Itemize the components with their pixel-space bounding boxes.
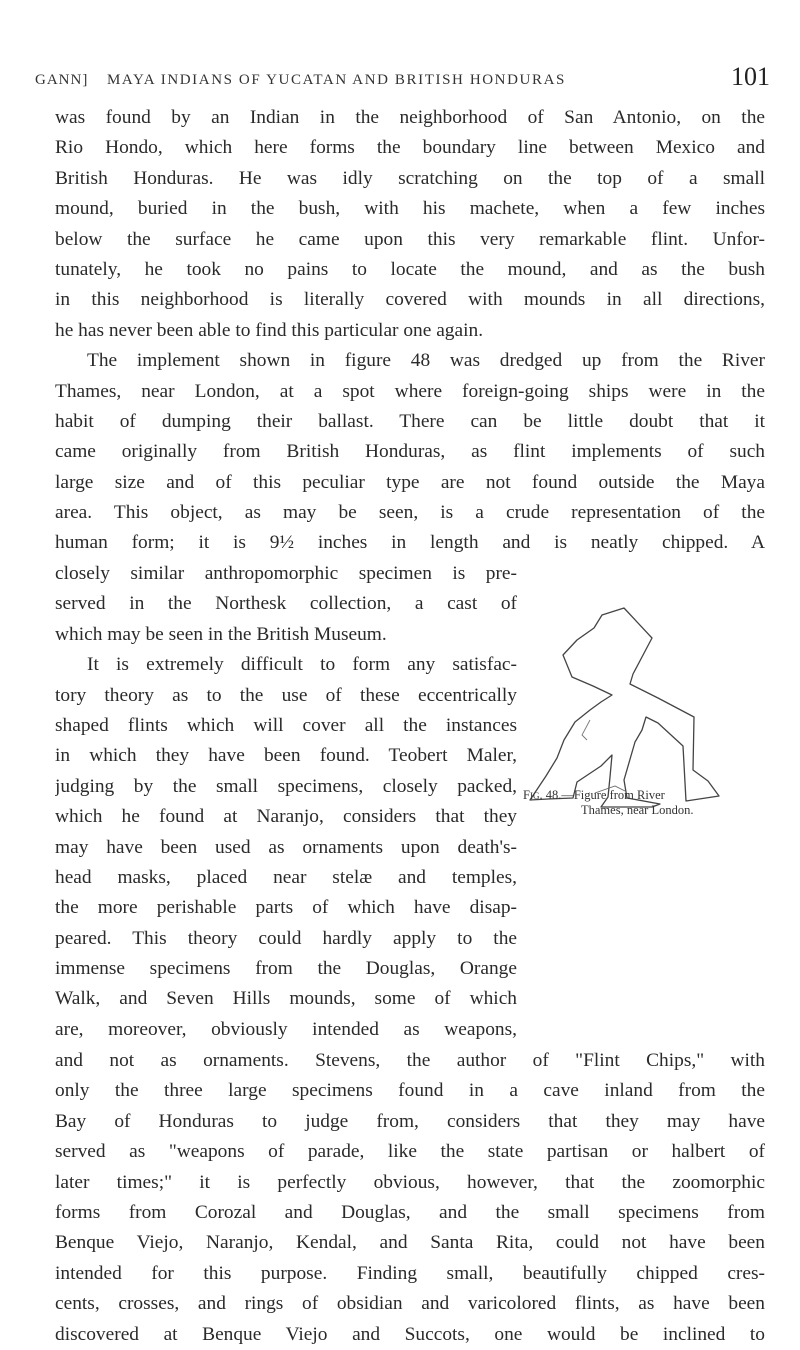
text-line: below the surface he came upon this very remarkable flint. Unfor- (55, 228, 765, 250)
figure-caption (523, 788, 768, 818)
text-line: Benque Viejo, Naranjo, Kendal, and Santa Rita, could not have been (55, 1232, 765, 1254)
text-line: he has never been able to find this particular one again. (55, 319, 484, 341)
text-line: in which they have been found. Teobert Maler, (55, 745, 517, 767)
text-line: only the three large specimens found in a cave inland from the (55, 1080, 765, 1102)
text-line: human form; it is 9½ inches in length and is neatly chipped. A (55, 532, 765, 554)
flint-outline (530, 608, 719, 807)
figure-label: Fig. 48. (523, 788, 562, 802)
running-header (35, 60, 770, 100)
header-title: MAYA INDIANS OF YUCATAN AND BRITISH HONDURAS (107, 72, 566, 88)
text-line: served as "weapons of parade, like the state partisan or halbert of (55, 1141, 765, 1163)
text-line: shaped flints which will cover all the instances (55, 714, 517, 736)
text-line: are, moreover, obviously intended as weapons, (55, 1018, 517, 1040)
text-line: the more perishable parts of which have disap- (55, 897, 517, 919)
text-line: closely similar anthropomorphic specimen is pre- (55, 563, 517, 584)
text-line: and not as ornaments. Stevens, the author of "Flint Chips," with (55, 1050, 765, 1071)
figure-48 (520, 600, 750, 810)
text-line: may have been used as ornaments upon death's- (55, 836, 517, 858)
text-line: tory theory as to the use of these eccentrically (55, 684, 517, 706)
text-line: Thames, near London, at a spot where foreign-going ships were in the (55, 380, 765, 402)
paragraph-top (55, 103, 765, 559)
text-line: Rio Hondo, which here forms the boundary line between Mexico and (55, 137, 765, 159)
page-number: 101 (731, 62, 770, 91)
text-line: was found by an Indian in the neighborhood of San Antonio, on the (55, 107, 765, 128)
text-line: The implement shown in figure 48 was dredged up from the River (87, 350, 765, 372)
text-line: which may be seen in the British Museum. (55, 623, 387, 645)
text-line: served in the Northesk collection, a cast of (55, 593, 517, 615)
text-line: It is extremely difficult to form any satisfac- (87, 654, 517, 676)
text-line: large size and of this peculiar type are not found outside the Maya (55, 471, 765, 493)
text-line: came originally from British Honduras, as flint implements of such (55, 441, 765, 463)
text-line: peared. This theory could hardly apply to the (55, 927, 517, 949)
text-line: discovered at Benque Viejo and Succots, one would be inclined to (55, 1323, 765, 1345)
text-line: area. This object, as may be seen, is a crude representation of the (55, 502, 765, 524)
paragraph-mid (55, 559, 517, 1045)
text-line: Bay of Honduras to judge from, considers that they may have (55, 1110, 765, 1132)
text-line: intended for this purpose. Finding small, beautifully chipped cres- (55, 1262, 765, 1284)
text-line: in this neighborhood is literally covered with mounds in all directions, (55, 289, 765, 311)
text-line: cents, crosses, and rings of obsidian and varicolored flints, as have been (55, 1293, 765, 1315)
text-line: judging by the small specimens, closely packed, (55, 775, 517, 797)
text-line: mound, buried in the bush, with his machete, when a few inches (55, 198, 765, 220)
text-line: head masks, placed near stelæ and temples, (55, 866, 517, 888)
text-line: Walk, and Seven Hills mounds, some of which (55, 988, 517, 1010)
text-line: tunately, he took no pains to locate the mound, and as the bush (55, 258, 765, 280)
text-line: forms from Corozal and Douglas, and the small specimens from (55, 1201, 765, 1223)
paragraph-bottom (55, 1046, 765, 1350)
text-line: habit of dumping their ballast. There can be little doubt that it (55, 410, 765, 432)
figure-caption-line1: —Figure from River (561, 788, 665, 802)
flint-figure-drawing (520, 600, 750, 810)
flint-arm-detail (582, 720, 590, 740)
figure-caption-line2: Thames, near London. (581, 803, 694, 817)
text-line: British Honduras. He was idly scratching on the top of a small (55, 167, 765, 189)
text-line: immense specimens from the Douglas, Orange (55, 958, 517, 980)
text-line: later times;" it is perfectly obvious, however, that the zoomorphic (55, 1171, 765, 1193)
header-author: GANN] (35, 72, 89, 88)
text-line: which he found at Naranjo, considers that they (55, 806, 517, 828)
